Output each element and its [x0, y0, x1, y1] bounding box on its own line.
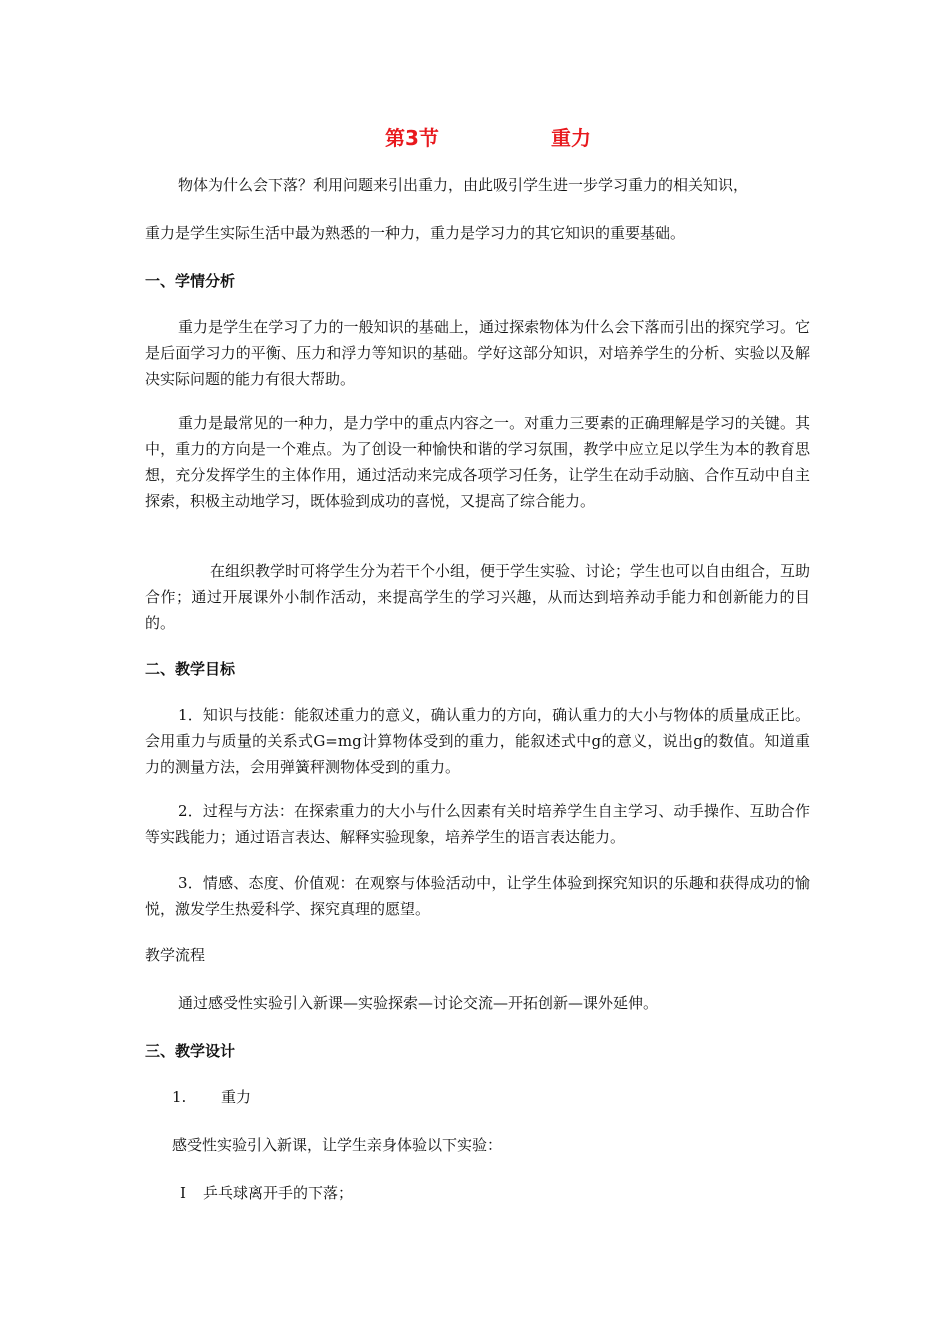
paragraph-goal-1: 1．知识与技能：能叙述重力的意义，确认重力的方向，确认重力的大小与物体的质量成正比。会用重力与质量的关系式G=mg计算物体受到的重力，能叙述式中g的意义，说出g的数值。知道重力的测量方法，会用弹簧秤测物体受到的重力。 [145, 706, 810, 776]
section-heading-analysis: 一、学情分析 [145, 272, 236, 290]
paragraph-goal-3: 3．情感、态度、价值观：在观察与体验活动中，让学生体验到探究知识的乐趣和获得成功的愉悦，激发学生热爱科学、探究真理的愿望。 [145, 874, 810, 918]
title-topic: 重力 [551, 126, 591, 150]
design-item-number: 1. [172, 1088, 187, 1106]
design-item-label: 重力 [221, 1088, 252, 1106]
page-title [0, 122, 950, 152]
experiment-text: 乒乓球离开手的下落； [203, 1184, 354, 1202]
design-intro-text: 感受性实验引入新课，让学生亲身体验以下实验： [172, 1136, 503, 1154]
intro-line-1: 物体为什么会下落？利用问题来引出重力，由此吸引学生进一步学习重力的相关知识， [178, 176, 749, 194]
paragraph-analysis-3: 在组织教学时可将学生分为若干个小组，便于学生实验、讨论；学生也可以自由组合，互助合作；通过开展课外小制作活动，来提高学生的学习兴趣，从而达到培养动手能力和创新能力的目的。 [145, 562, 811, 632]
paragraph-goal-2: 2．过程与方法：在探索重力的大小与什么因素有关时培养学生自主学习、动手操作、互助合作等实践能力；通过语言表达、解释实验现象，培养学生的语言表达能力。 [145, 802, 810, 846]
intro-line-2: 重力是学生实际生活中最为熟悉的一种力，重力是学习力的其它知识的重要基础。 [145, 224, 686, 242]
flow-heading: 教学流程 [145, 946, 206, 964]
flow-text: 通过感受性实验引入新课—实验探索—讨论交流—开拓创新—课外延伸。 [178, 994, 659, 1012]
section-heading-goals: 二、教学目标 [145, 660, 236, 678]
paragraph-analysis-1: 重力是学生在学习了力的一般知识的基础上，通过探索物体为什么会下落而引出的探究学习。它是后面学习力的平衡、压力和浮力等知识的基础。学好这部分知识，对培养学生的分析、实验以及解决实际问题的能力有很大帮助。 [145, 318, 810, 388]
section-heading-design: 三、教学设计 [145, 1042, 236, 1060]
paragraph-analysis-2: 重力是最常见的一种力，是力学中的重点内容之一。对重力三要素的正确理解是学习的关键。其中，重力的方向是一个难点。为了创设一种愉快和谐的学习氛围，教学中应立足以学生为本的教育思想，充分发挥学生的主体作用，通过活动来完成各项学习任务，让学生在动手动脑、合作互动中自主探索，积极主动地学习，既体验到成功的喜悦，又提高了综合能力。 [145, 414, 810, 510]
title-section-number: 第3节 [385, 126, 439, 150]
experiment-marker: Ⅰ [180, 1184, 186, 1202]
